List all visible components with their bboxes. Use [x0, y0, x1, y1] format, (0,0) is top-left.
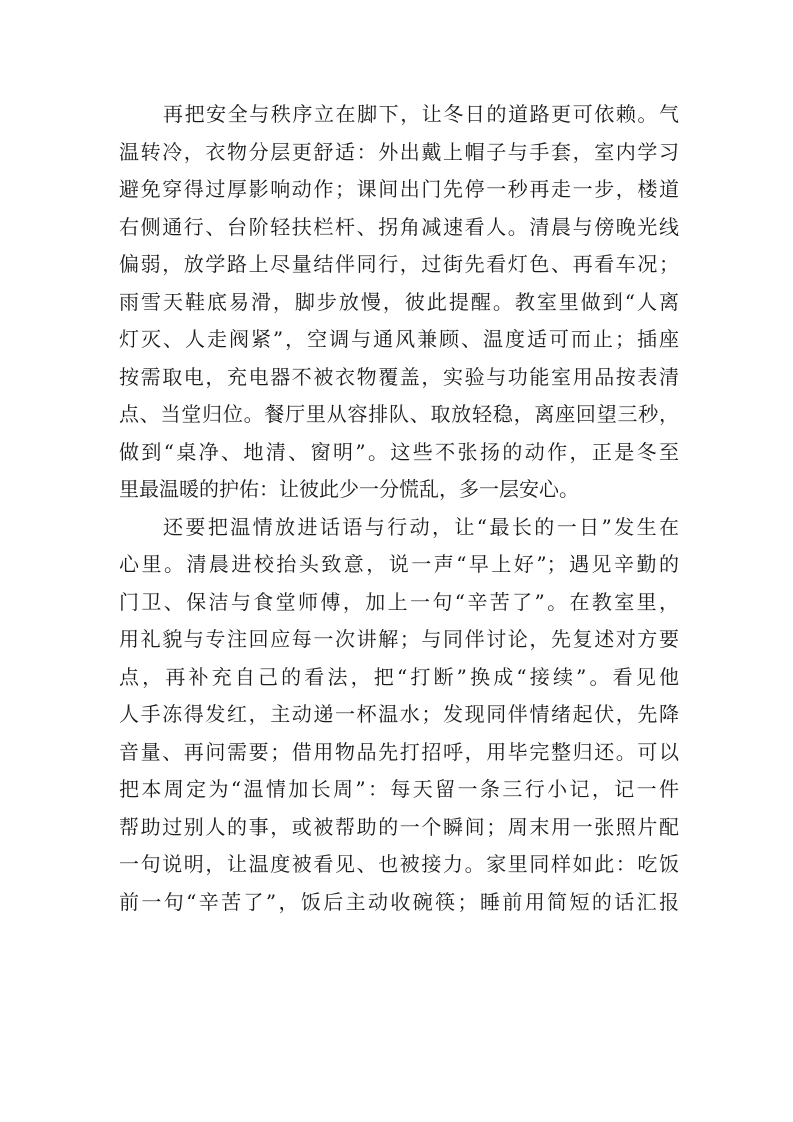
paragraph-line: 偏弱，放学路上尽量结伴同行，过街先看灯色、再看车况； [119, 252, 679, 276]
paragraph-line: 音量、再问需要；借用物品先打招呼，用毕完整归还。可以 [119, 739, 679, 764]
paragraph-line: 温转冷，衣物分层更舒适：外出戴上帽子与手套，室内学习 [119, 139, 679, 164]
paragraph-line: 右侧通行、台阶轻扶栏杆、拐角减速看人。清晨与傍晚光线 [119, 214, 679, 239]
paragraph-line: 人手冻得发红，主动递一杯温水；发现同伴情绪起伏，先降 [119, 702, 679, 726]
paragraph-line: 还要把温情放进话语与行动，让“最长的一日”发生在 [163, 514, 679, 539]
paragraph-line: 里最温暖的护佑：让彼此少一分慌乱，多一层安心。 [119, 477, 579, 501]
paragraph-line: 门卫、保洁与食堂师傅，加上一句“辛苦了”。在教室里， [119, 589, 679, 614]
paragraph-line: 把本周定为“温情加长周”：每天留一条三行小记，记一件 [119, 777, 679, 801]
paragraph-line: 一句说明，让温度被看见、也被接力。家里同样如此：吃饭 [119, 852, 679, 876]
paragraph-line: 雨雪天鞋底易滑，脚步放慢，彼此提醒。教室里做到“人离 [119, 289, 679, 314]
paragraph-line: 点，再补充自己的看法，把“打断”换成“接续”。看见他 [119, 664, 679, 689]
document-body [119, 96, 679, 921]
paragraph-line: 前一句“辛苦了”，饭后主动收碗筷；睡前用简短的话汇报 [119, 889, 679, 914]
paragraph-line: 点、当堂归位。餐厅里从容排队、取放轻稳，离座回望三秒， [119, 402, 679, 426]
paragraph-line: 用礼貌与专注回应每一次讲解；与同伴讨论，先复述对方要 [119, 627, 679, 651]
paragraph-line: 避免穿得过厚影响动作；课间出门先停一秒再走一步，楼道 [119, 177, 679, 201]
paragraph-warmth-action [119, 509, 679, 922]
paragraph-line: 按需取电，充电器不被衣物覆盖，实验与功能室用品按表清 [119, 364, 679, 389]
paragraph-line: 帮助过别人的事，或被帮助的一个瞬间；周末用一张照片配 [119, 814, 679, 839]
paragraph-safety-order [119, 96, 679, 509]
paragraph-line: 心里。清晨进校抬头致意，说一声“早上好”；遇见辛勤的 [119, 552, 679, 576]
paragraph-line: 再把安全与秩序立在脚下，让冬日的道路更可依赖。气 [163, 102, 679, 126]
paragraph-line: 灯灭、人走阀紧”，空调与通风兼顾、温度适可而止；插座 [119, 327, 679, 351]
paragraph-line: 做到“桌净、地清、窗明”。这些不张扬的动作，正是冬至 [119, 439, 679, 464]
